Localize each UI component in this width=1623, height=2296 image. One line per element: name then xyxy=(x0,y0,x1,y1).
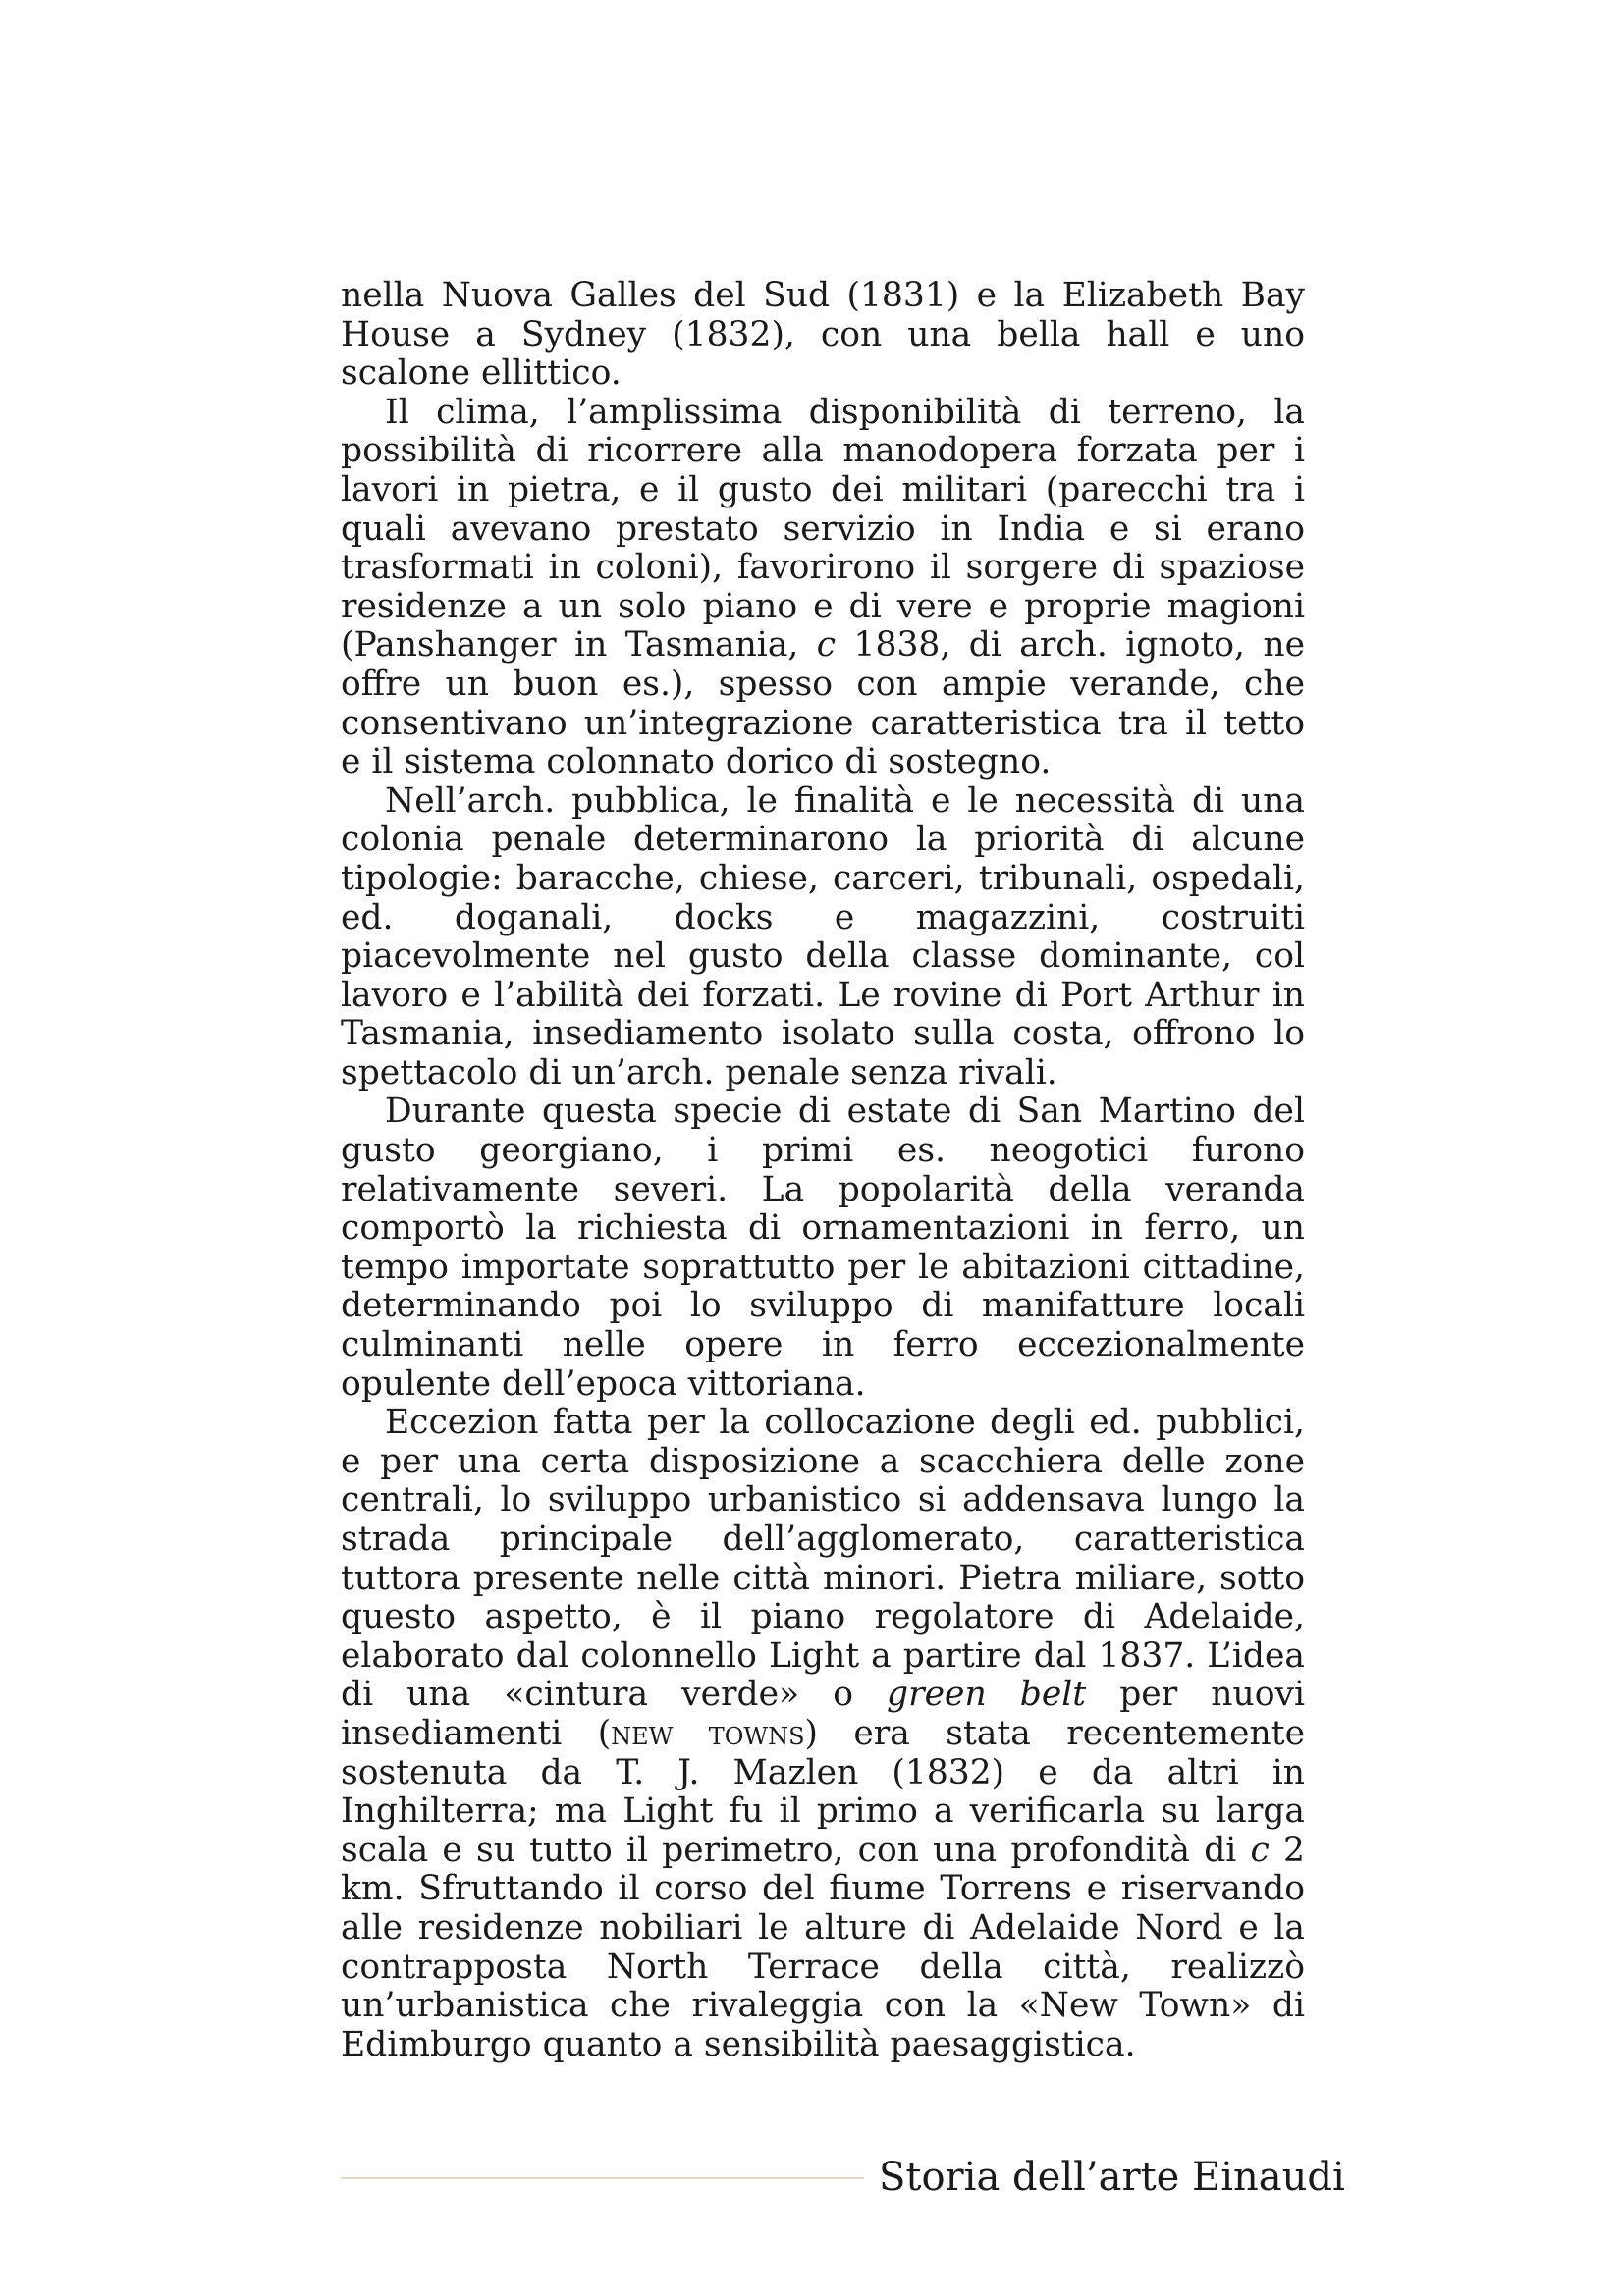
body-text xyxy=(341,277,1305,2064)
paragraph-4-text: Durante questa specie di estate di San Martino del gusto georgiano, i primi es. neogotici furono relativamente severi. La popolarità della veranda comportò la richiesta di ornamentazioni in ferro, un tempo importate soprattutto per le abitazioni cittadine, determinando poi lo sviluppo di manifatture locali culminanti nelle opere in ferro eccezionalmente opulente dell’epoca vittoriana. xyxy=(341,1092,1305,1404)
footer-label: Storia dell’arte Einaudi xyxy=(879,2155,1345,2200)
paragraph-1 xyxy=(341,277,1305,394)
paragraph-2-text-b: 1838, di arch. ignoto, ne offre un buon es.), spesso con ampie verande, che consentivano un’integrazione caratteristica tra il tetto e il sistema colonnato dorico di sostegno. xyxy=(341,625,1305,782)
paragraph-4 xyxy=(341,1093,1305,1404)
paragraph-5-text-a: Eccezion fatta per la collocazione degli ed. pubblici, e per una certa disposizione a scacchiera delle zone centrali, lo sviluppo urbanistico si addensava lungo la strada principale dell’agglomerato, caratteristica tuttora presente nelle città minori. Pietra miliare, sotto questo aspetto, è il piano regolatore di Adelaide, elaborato dal colonnello Light a partire dal 1837. L’idea di una «cintura verde» o xyxy=(341,1403,1305,1715)
paragraph-2-circa: c xyxy=(816,625,837,666)
paragraph-1-text: nella Nuova Galles del Sud (1831) e la Elizabeth Bay House a Sydney (1832), con una bella hall e uno scalone ellittico. xyxy=(341,276,1305,394)
paragraph-2-text-a: Il clima, l’amplissima disponibilità di terreno, la possibilità di ricorrere alla manodopera forzata per i lavori in pietra, e il gusto dei militari (parecchi tra i quali avevano prestato servizio in India e si erano trasformati in coloni), favorirono il sorgere di spaziose residenze a un solo piano e di vere e proprie magioni (Panshanger in Tasmania, xyxy=(341,392,1305,666)
footer-rule xyxy=(341,2177,864,2179)
paragraph-3-text: Nell’arch. pubblica, le finalità e le necessità di una colonia penale determinarono la priorità di alcune tipologie: baracche, chiese, carceri, tribunali, ospedali, ed. doganali, docks e magazzini, costruiti piacevolmente nel gusto della classe dominante, col lavoro e l’abilità dei forzati. Le rovine di Port Arthur in Tasmania, insediamento isolato sulla costa, offrono lo spettacolo di un’arch. penale senza rivali. xyxy=(341,780,1305,1093)
paragraph-5-text-d: 2 km. Sfruttando il corso del fiume Torrens e riservando alle residenze nobiliari le alture di Adelaide Nord e la contrapposta North Terrace della città, realizzò un’urbanistica che rivaleggia con la «New Town» di Edimburgo quanto a sensibilità paesaggistica. xyxy=(341,1830,1305,2064)
paragraph-5-text-b: per nuovi insediamenti ( xyxy=(341,1675,1305,1753)
paragraph-5 xyxy=(341,1404,1305,2064)
paragraph-5-circa: c xyxy=(1250,1830,1270,1870)
paragraph-3 xyxy=(341,782,1305,1094)
paragraph-5-green-belt: green belt xyxy=(887,1675,1087,1715)
paragraph-5-new-towns-crossref: new towns xyxy=(611,1713,805,1753)
paragraph-5-text-c: ) era stata recentemente sostenuta da T. J. Mazlen (1832) e da altri in Inghilterra; ma Light fu il primo a verificarla su larga scala e su tutto il perimetro, con una profondità di xyxy=(341,1713,1305,1870)
paragraph-2 xyxy=(341,394,1305,782)
